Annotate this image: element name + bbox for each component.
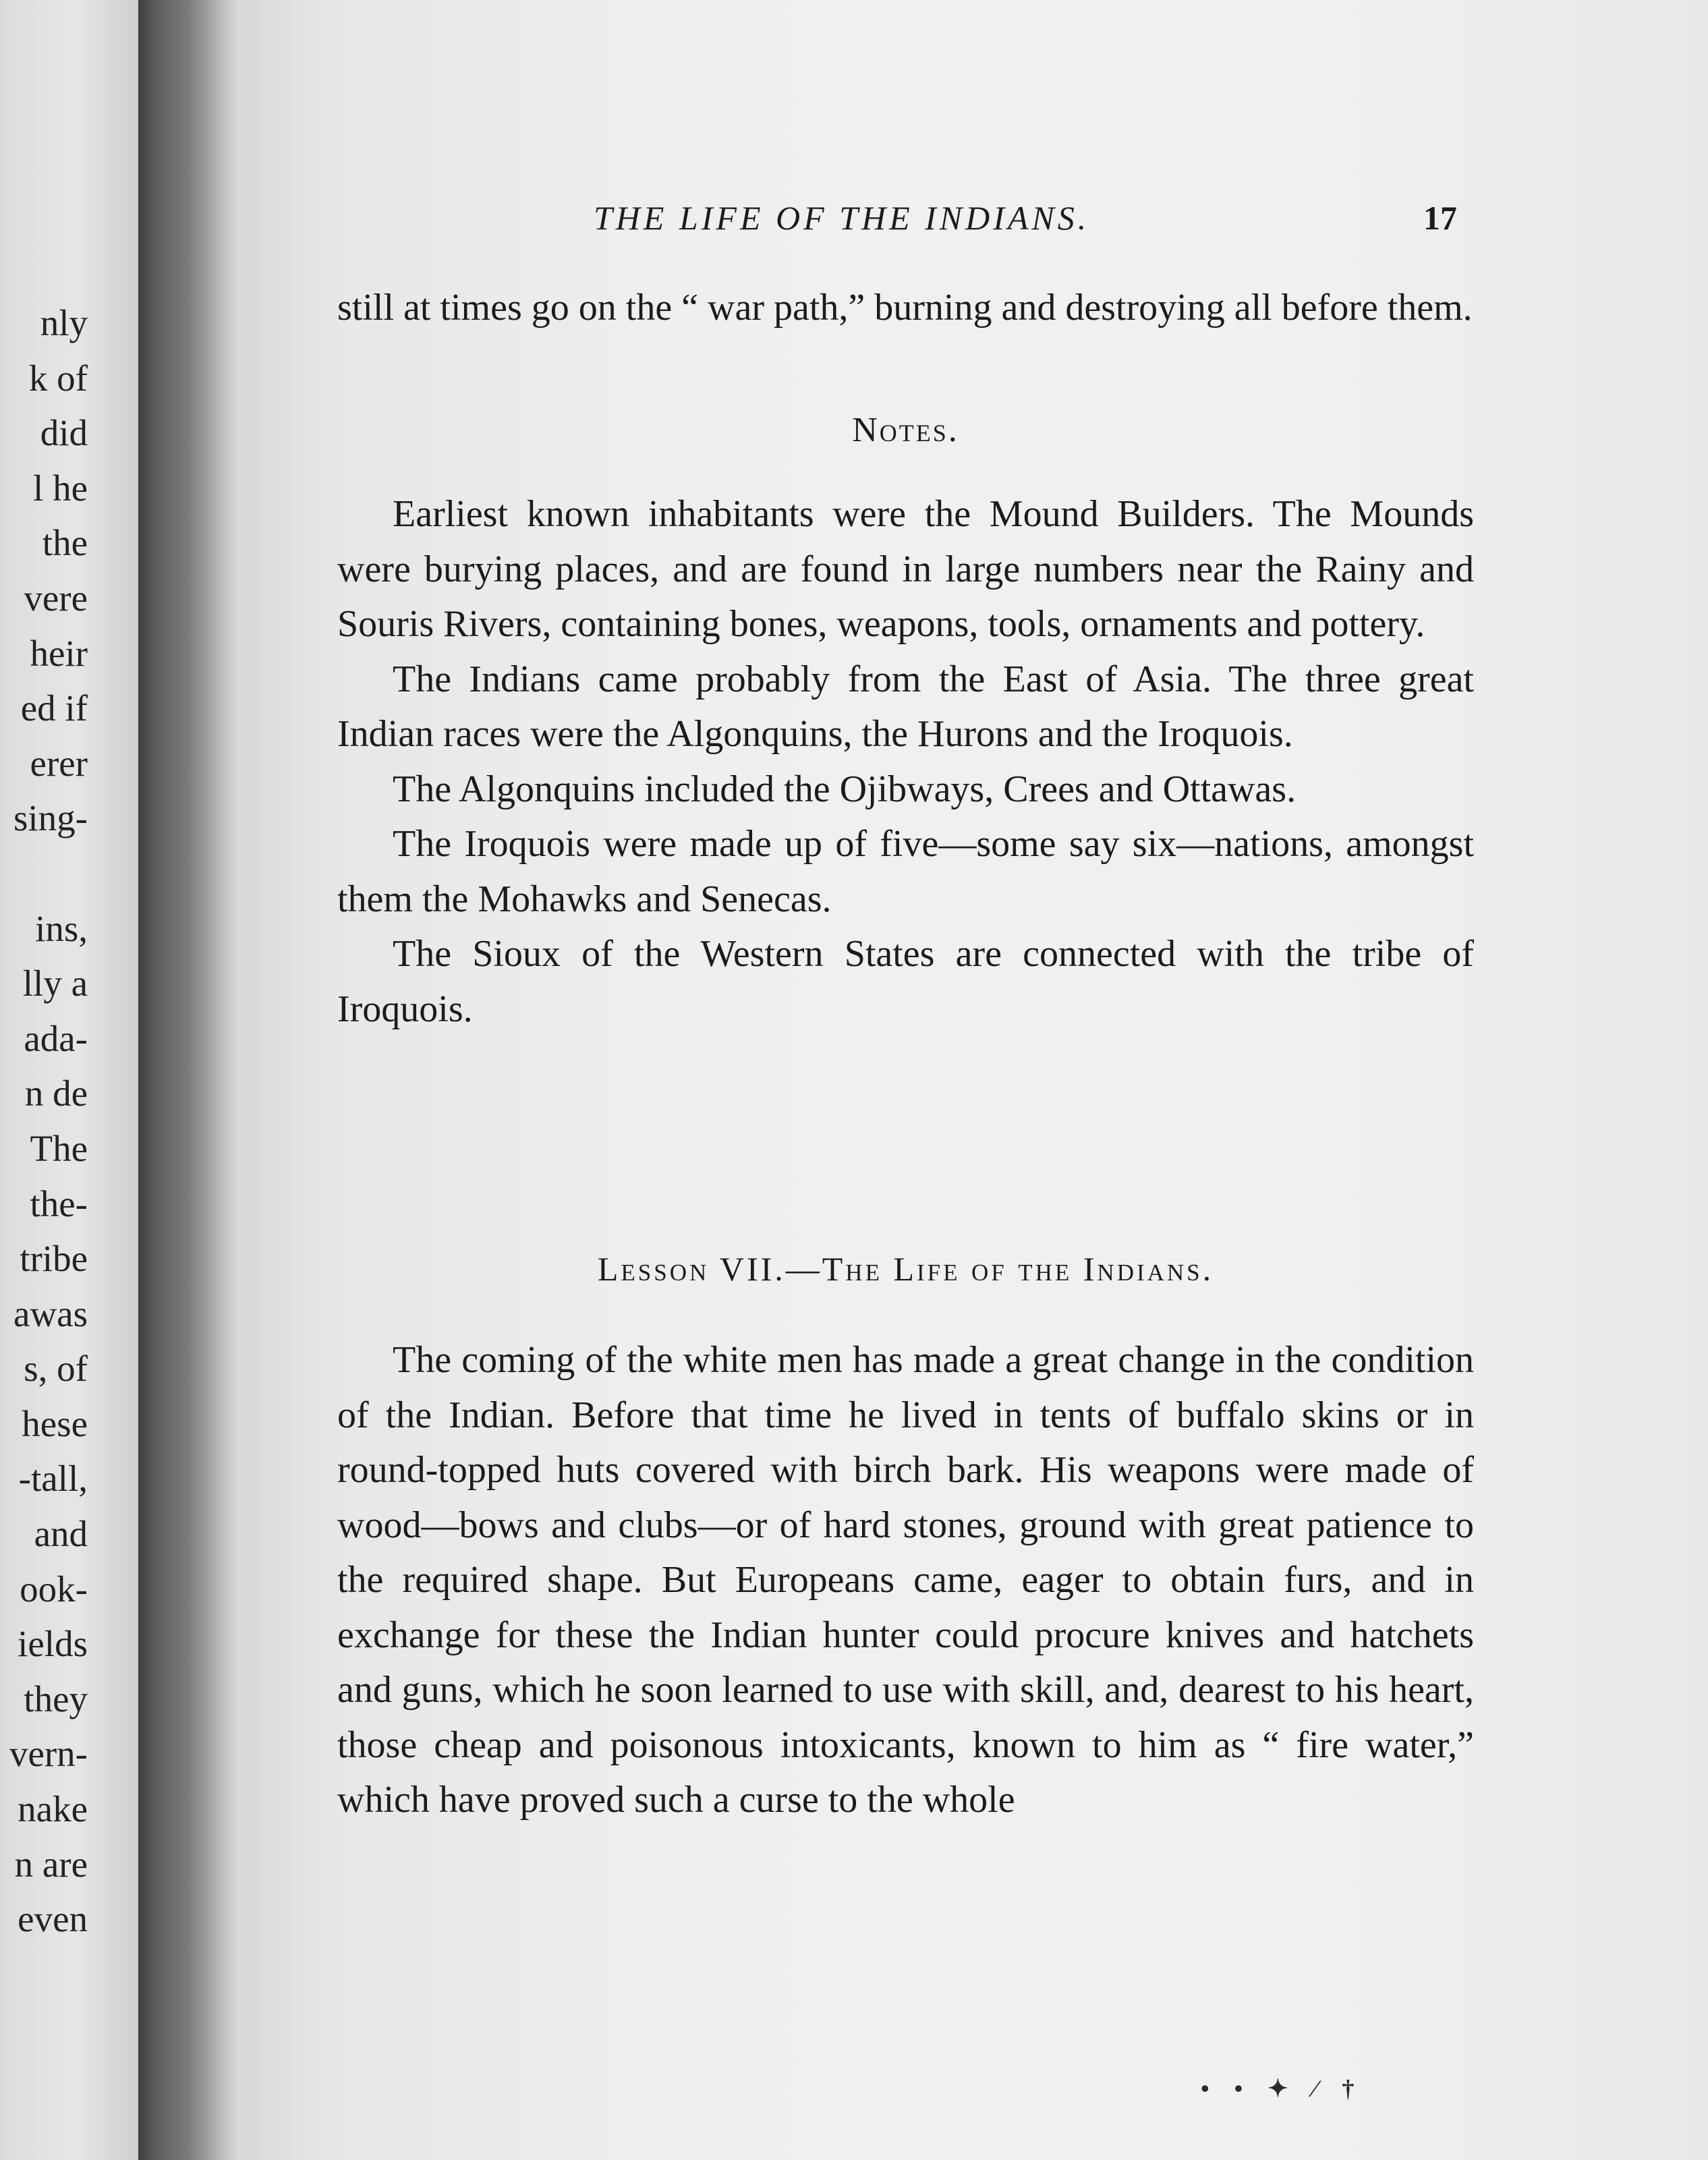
left-page-line: ins, — [35, 907, 88, 949]
left-page-line: hese — [22, 1402, 88, 1444]
left-page-line: ed if — [20, 687, 88, 729]
page-header — [344, 198, 1477, 246]
left-page-line: sing- — [13, 797, 88, 839]
note-paragraph: The Iroquois were made up of five—some say six—nations, amongst them the Mohawks and Senecas. — [337, 823, 1474, 920]
left-page-line: ields — [18, 1623, 88, 1665]
left-page-line: nly — [40, 302, 88, 343]
notes-heading: Notes. — [852, 411, 959, 449]
signature-marks: • • ✦ ⁄ † — [1201, 2075, 1364, 2102]
left-page-line: ook- — [20, 1568, 88, 1610]
opening-paragraph — [337, 281, 1474, 336]
lesson-body — [337, 1333, 1474, 1828]
left-page-line: l he — [33, 467, 88, 509]
left-page-line: even — [18, 1898, 88, 1940]
notes-body — [337, 487, 1474, 1037]
left-page-line: ada- — [24, 1017, 88, 1059]
left-page-line: awas — [13, 1292, 88, 1334]
left-page-line: did — [40, 412, 88, 454]
left-page-line: vere — [24, 577, 88, 619]
lesson-paragraph: The coming of the white men has made a great change in the condition of the Indian. Before that time he lived in tents of buffalo skins or in round-topped huts covered with birch bark. His weapons were made of wood—bows and clubs—or of hard stones, ground with great patience to the required shape. But Europeans came, eager to obtain furs, and in exchange for these the Indian hunter could procure knives and hatchets and guns, which he soon learned to use with skill, and, dearest to his heart, those cheap and poisonous intoxicants, known to him as “ fire water,” which have proved such a curse to the whole — [337, 1339, 1474, 1821]
left-page-line: erer — [30, 742, 88, 784]
left-page-line: the — [42, 522, 88, 564]
note-paragraph: The Indians came probably from the East of Asia. The three great Indian races were the Algonquins, the Hurons and the Iroquois. — [337, 658, 1474, 755]
left-page-line: the- — [30, 1183, 88, 1224]
left-page-text-column — [0, 295, 88, 1947]
left-page-line: heir — [30, 632, 88, 674]
page-number: 17 — [1423, 199, 1457, 237]
left-page-line: The — [30, 1127, 88, 1169]
left-page-line — [0, 846, 88, 901]
lesson-heading: Lesson VII.—The Life of the Indians. — [597, 1250, 1214, 1288]
left-page-line: k of — [28, 357, 88, 399]
left-page-line: and — [34, 1513, 88, 1555]
paragraph: still at times go on the “ war path,” burning and destroying all before them. — [337, 287, 1473, 329]
left-page-line: s, of — [24, 1348, 88, 1390]
left-page-line: n de — [24, 1073, 88, 1114]
left-page-line: -tall, — [18, 1458, 88, 1500]
note-paragraph: The Sioux of the Western States are connected with the tribe of Iroquois. — [337, 933, 1474, 1030]
left-page-line: lly a — [22, 963, 88, 1004]
left-page-line: nake — [18, 1788, 88, 1830]
left-page-line: n are — [14, 1843, 88, 1885]
left-page-line: tribe — [20, 1238, 88, 1280]
left-page-fragment — [0, 0, 138, 2160]
left-page-line: they — [24, 1678, 88, 1720]
book-binding-gutter — [138, 0, 239, 2160]
note-paragraph: Earliest known inhabitants were the Mound Builders. The Mounds were burying places, and are found in large numbers near the Rainy and Souris Rivers, containing bones, weapons, tools, ornaments and pottery. — [337, 493, 1474, 645]
running-title: THE LIFE OF THE INDIANS. — [594, 199, 1090, 237]
note-paragraph: The Algonquins included the Ojibways, Crees and Ottawas. — [393, 768, 1297, 810]
left-page-line: vern- — [9, 1733, 88, 1775]
